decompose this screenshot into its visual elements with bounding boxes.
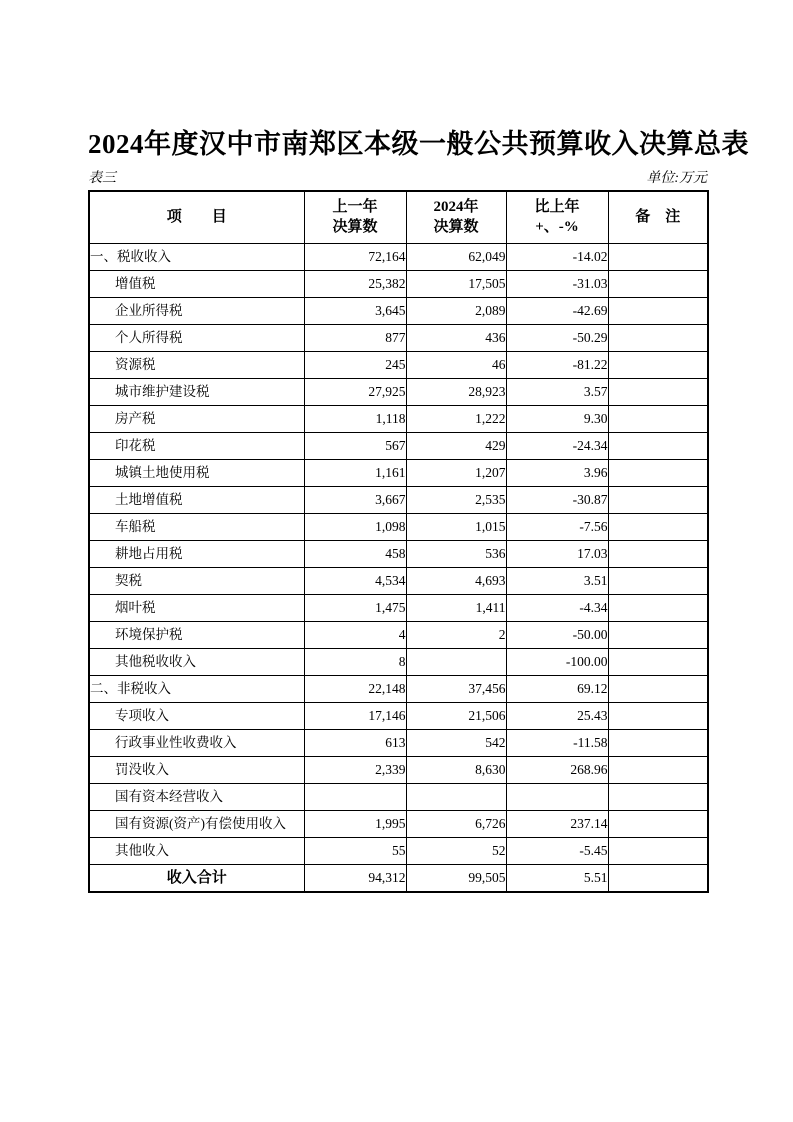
table-row [89,648,708,675]
row-change-value: -81.22 [506,351,608,378]
row-item-label: 车船税 [89,513,304,540]
table-row [89,810,708,837]
row-change-value: -100.00 [506,648,608,675]
row-2024-value: 6,726 [406,810,506,837]
row-2024-value: 2,535 [406,486,506,513]
col-header-change-line1: 比上年 [534,199,580,215]
row-prev-value: 458 [304,540,406,567]
row-prev-value: 3,667 [304,486,406,513]
row-change-value: 268.96 [506,756,608,783]
row-item-label: 环境保护税 [89,621,304,648]
table-row [89,837,708,864]
row-2024-value: 62,049 [406,243,506,270]
row-item-label: 国有资本经营收入 [89,783,304,810]
row-change-value: 3.51 [506,567,608,594]
row-2024-value [406,648,506,675]
row-change-value [506,783,608,810]
row-item-label: 其他收入 [89,837,304,864]
row-prev-value: 55 [304,837,406,864]
table-row [89,567,708,594]
row-change-value: -5.45 [506,837,608,864]
col-header-item [89,191,304,243]
row-remark [608,351,708,378]
row-prev-value: 22,148 [304,675,406,702]
table-number-label: 表三 [88,171,116,186]
table-row [89,621,708,648]
row-remark [608,783,708,810]
row-remark [608,540,708,567]
row-change-value: -30.87 [506,486,608,513]
row-item-label: 企业所得税 [89,297,304,324]
row-2024-value: 17,505 [406,270,506,297]
row-prev-value: 1,098 [304,513,406,540]
col-header-2024-line1: 2024年 [433,199,479,215]
row-change-value: -50.29 [506,324,608,351]
row-item-label: 资源税 [89,351,304,378]
row-change-value: -42.69 [506,297,608,324]
table-row [89,378,708,405]
row-remark [608,513,708,540]
row-change-value: -11.58 [506,729,608,756]
table-row [89,594,708,621]
row-change-value: -31.03 [506,270,608,297]
row-remark [608,405,708,432]
row-change-value: 69.12 [506,675,608,702]
row-item-label: 罚没收入 [89,756,304,783]
unit-label: 单位:万元 [646,171,707,186]
row-remark [608,243,708,270]
table-row [89,702,708,729]
col-header-remark-label: 备 注 [635,209,681,226]
row-remark [608,810,708,837]
row-item-label: 耕地占用税 [89,540,304,567]
row-remark [608,621,708,648]
col-header-change-line2: +、-% [535,219,579,236]
row-remark [608,567,708,594]
row-prev-value: 27,925 [304,378,406,405]
row-prev-value: 877 [304,324,406,351]
row-item-label: 行政事业性收费收入 [89,729,304,756]
row-prev-value [304,783,406,810]
row-remark [608,648,708,675]
row-change-value: -4.34 [506,594,608,621]
row-item-label: 一、税收收入 [89,243,304,270]
row-prev-value: 567 [304,432,406,459]
row-change-value: 25.43 [506,702,608,729]
row-2024-value: 37,456 [406,675,506,702]
row-prev-value: 2,339 [304,756,406,783]
table-row [89,432,708,459]
row-2024-value: 1,207 [406,459,506,486]
row-2024-value: 52 [406,837,506,864]
table-row [89,270,708,297]
row-remark [608,729,708,756]
row-remark [608,324,708,351]
row-item-label: 烟叶税 [89,594,304,621]
row-prev-value: 1,475 [304,594,406,621]
row-prev-value: 94,312 [304,864,406,892]
row-2024-value: 46 [406,351,506,378]
row-remark [608,756,708,783]
row-2024-value [406,783,506,810]
table-row [89,351,708,378]
row-2024-value: 1,222 [406,405,506,432]
row-item-label: 二、非税收入 [89,675,304,702]
row-2024-value: 28,923 [406,378,506,405]
row-remark [608,378,708,405]
row-2024-value: 99,505 [406,864,506,892]
table-body [89,243,708,892]
row-remark [608,432,708,459]
table-row [89,864,708,892]
row-remark [608,486,708,513]
row-prev-value: 72,164 [304,243,406,270]
row-item-label: 城镇土地使用税 [89,459,304,486]
table-row [89,729,708,756]
row-2024-value: 1,015 [406,513,506,540]
row-2024-value: 8,630 [406,756,506,783]
col-header-prev-year [304,191,406,243]
row-change-value: -7.56 [506,513,608,540]
col-header-2024-line2: 决算数 [433,219,479,236]
row-item-label: 专项收入 [89,702,304,729]
revenue-table [88,190,709,893]
table-row [89,405,708,432]
row-item-label: 印花税 [89,432,304,459]
table-row [89,297,708,324]
row-item-label: 国有资源(资产)有偿使用收入 [89,810,304,837]
row-prev-value: 1,995 [304,810,406,837]
row-change-value: 3.57 [506,378,608,405]
row-item-label: 房产税 [89,405,304,432]
page-title: 2024年度汉中市南郑区本级一般公共预算收入决算总表 [88,129,749,159]
row-item-label: 契税 [89,567,304,594]
row-remark [608,459,708,486]
row-2024-value: 429 [406,432,506,459]
row-prev-value: 4 [304,621,406,648]
table-row [89,459,708,486]
col-header-prev-year-line1: 上一年 [332,199,378,215]
row-item-label: 个人所得税 [89,324,304,351]
table-row [89,513,708,540]
row-2024-value: 4,693 [406,567,506,594]
row-2024-value: 21,506 [406,702,506,729]
row-prev-value: 613 [304,729,406,756]
row-2024-value: 1,411 [406,594,506,621]
row-prev-value: 3,645 [304,297,406,324]
row-2024-value: 542 [406,729,506,756]
row-remark [608,675,708,702]
col-header-prev-year-line2: 决算数 [332,219,378,236]
row-2024-value: 2,089 [406,297,506,324]
row-prev-value: 245 [304,351,406,378]
row-2024-value: 2 [406,621,506,648]
row-2024-value: 436 [406,324,506,351]
row-prev-value: 4,534 [304,567,406,594]
row-remark [608,594,708,621]
row-change-value: 3.96 [506,459,608,486]
row-remark [608,864,708,892]
table-row [89,675,708,702]
row-change-value: 237.14 [506,810,608,837]
col-header-item-label: 项 目 [166,209,227,226]
row-item-label: 其他税收收入 [89,648,304,675]
row-remark [608,270,708,297]
row-change-value: 9.30 [506,405,608,432]
row-remark [608,297,708,324]
row-change-value: -24.34 [506,432,608,459]
table-row [89,783,708,810]
row-item-label: 城市维护建设税 [89,378,304,405]
header-row [89,191,708,243]
table-row [89,243,708,270]
col-header-remark [608,191,708,243]
row-change-value: -50.00 [506,621,608,648]
meta-row [88,167,707,187]
row-prev-value: 1,118 [304,405,406,432]
row-remark [608,837,708,864]
row-prev-value: 17,146 [304,702,406,729]
row-prev-value: 25,382 [304,270,406,297]
row-prev-value: 8 [304,648,406,675]
row-item-label: 土地增值税 [89,486,304,513]
row-change-value: 5.51 [506,864,608,892]
col-header-2024 [406,191,506,243]
row-prev-value: 1,161 [304,459,406,486]
row-item-label: 收入合计 [89,864,304,892]
col-header-change [506,191,608,243]
table-row [89,756,708,783]
row-change-value: -14.02 [506,243,608,270]
table-row [89,540,708,567]
row-item-label: 增值税 [89,270,304,297]
table-row [89,324,708,351]
row-2024-value: 536 [406,540,506,567]
table-row [89,486,708,513]
row-change-value: 17.03 [506,540,608,567]
row-remark [608,702,708,729]
